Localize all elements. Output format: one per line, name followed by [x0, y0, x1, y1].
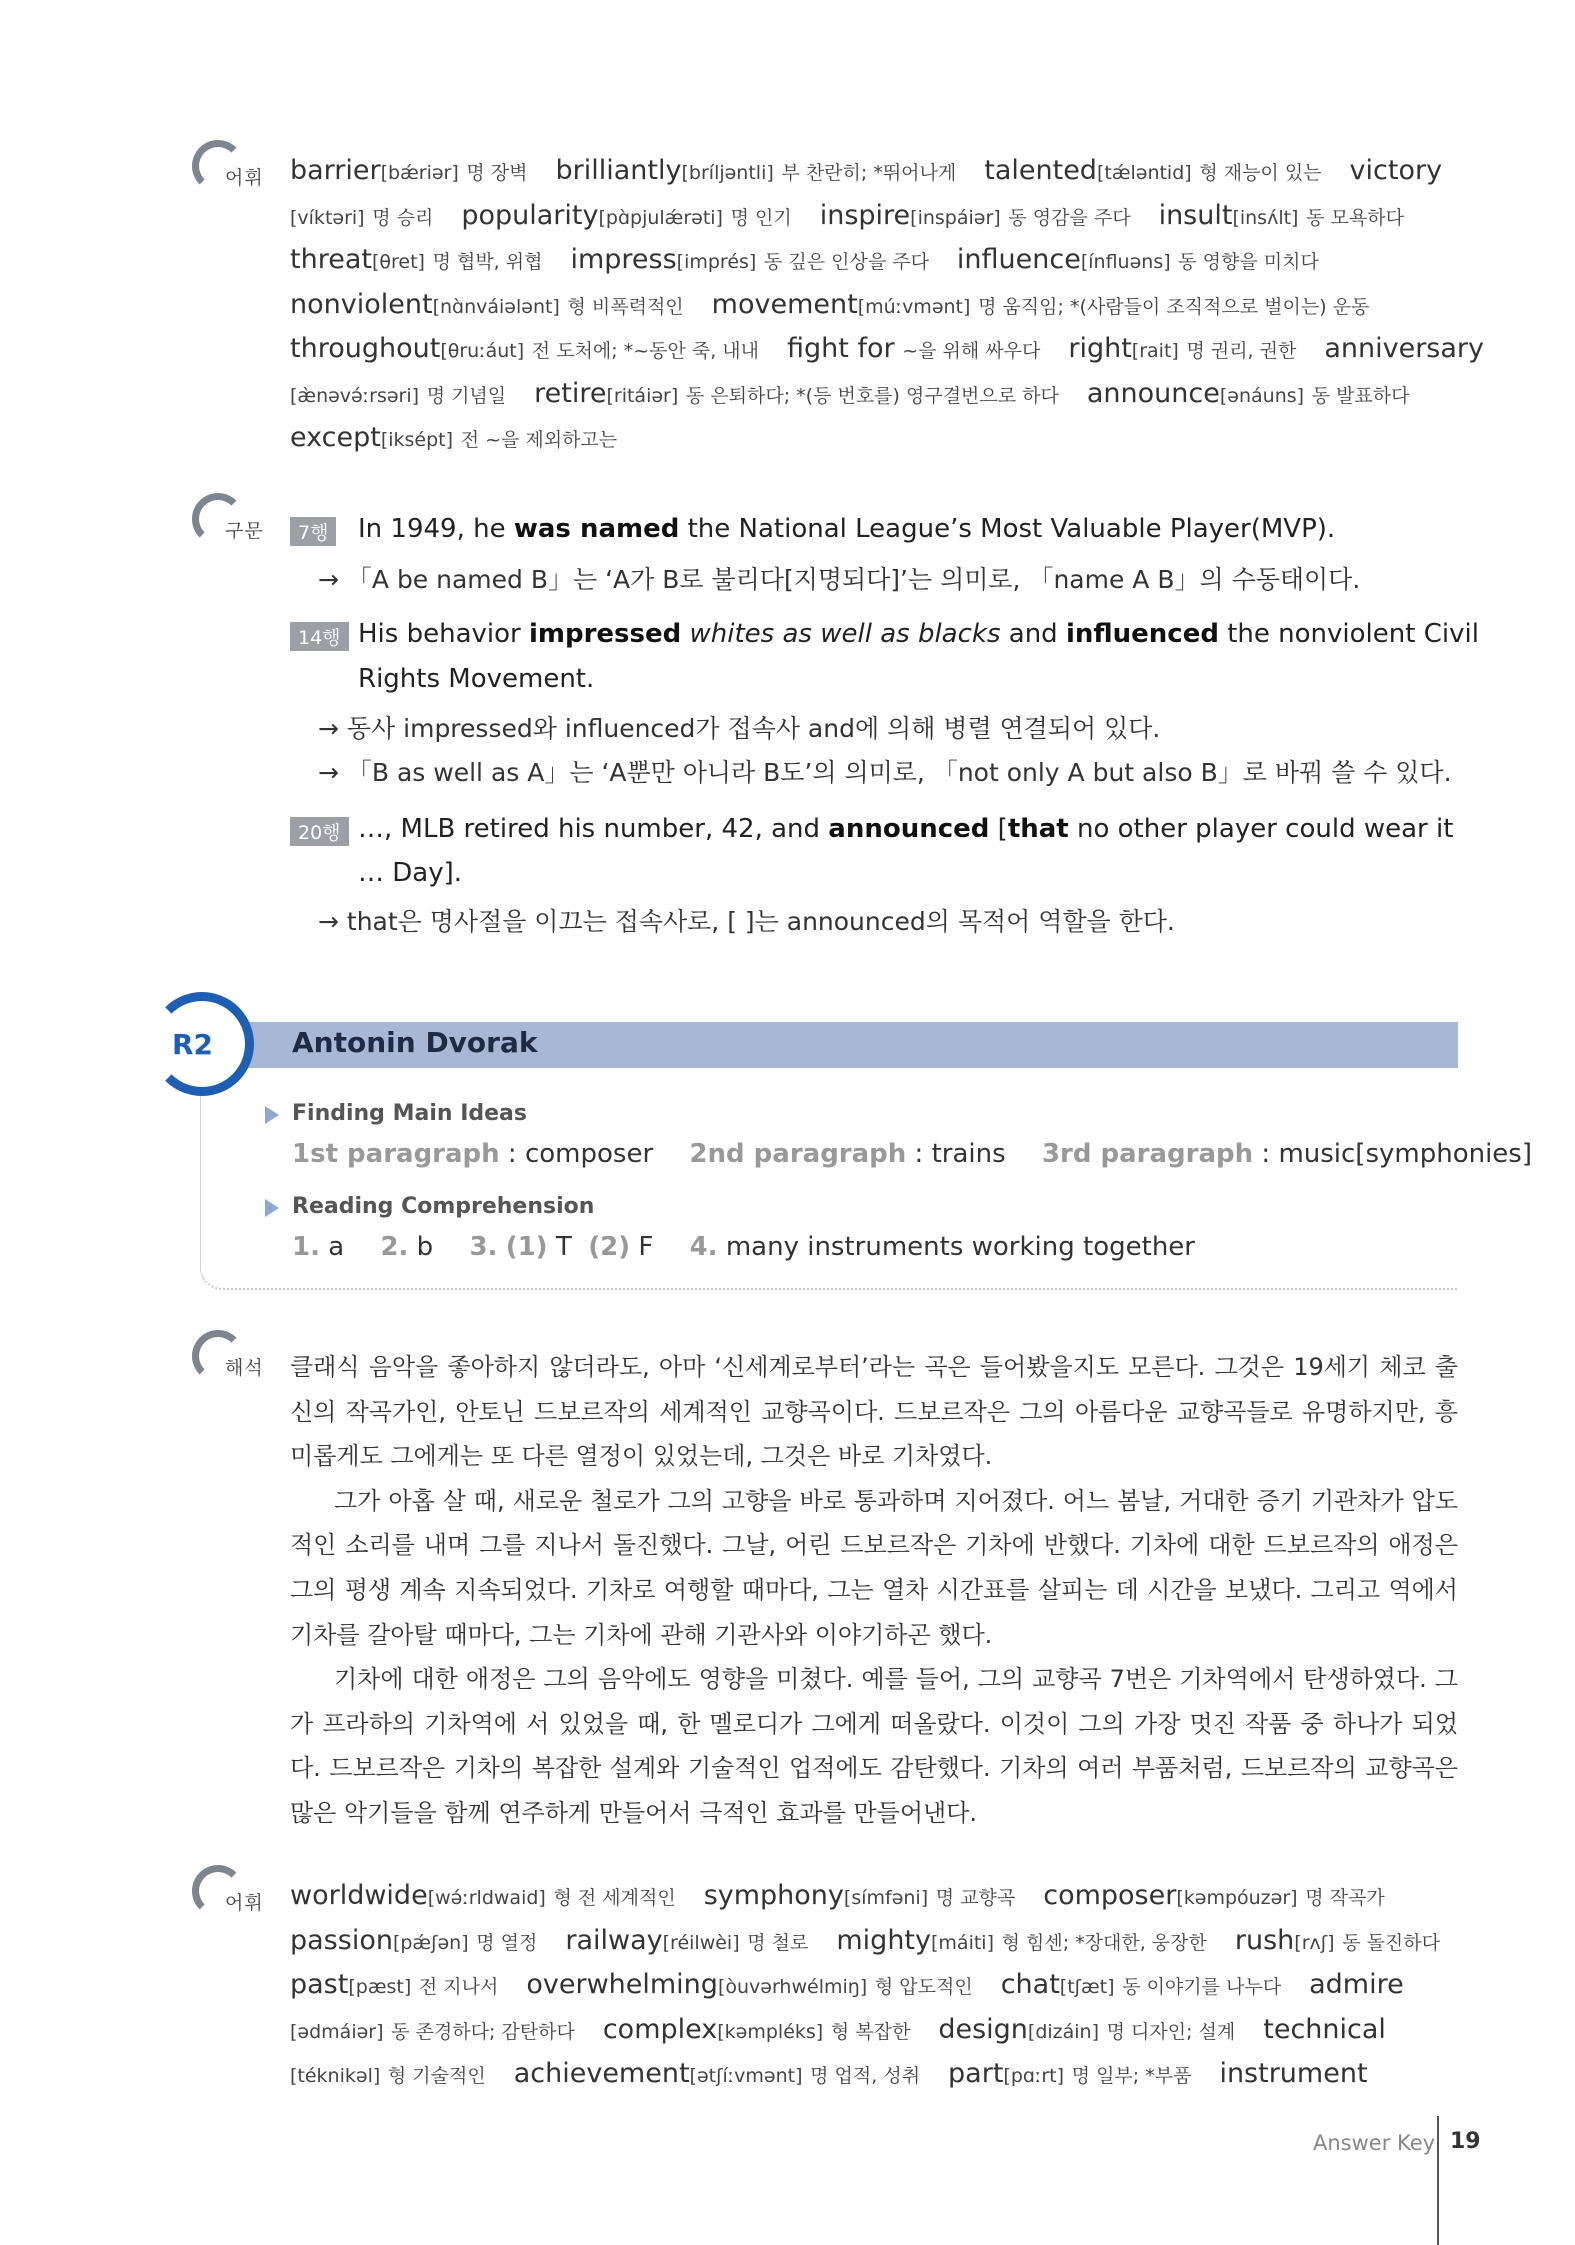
- vocab-word: nonviolent: [290, 288, 433, 320]
- vocab-pronunciation: [inspáiər]: [910, 206, 1001, 229]
- grammar-note: → that은 명사절을 이끄는 접속사로, [ ]는 announced의 목적어 역할을 한다.: [318, 907, 1175, 936]
- vocab-pronunciation: [ritáiər]: [606, 384, 679, 407]
- vocab-meaning: 명 철로: [747, 1931, 809, 1954]
- vocab-tag: 어휘: [225, 1892, 264, 1914]
- vocab-line: [290, 1969, 1404, 2000]
- vocab-pronunciation: [æ̀nəvə́ːrsəri]: [290, 384, 420, 407]
- example-sentence: His behavior impressed whites as well as blacks and influenced the nonviolent Civil: [358, 619, 1479, 649]
- vocab-word: brilliantly: [555, 155, 682, 186]
- vocab-meaning: 형 전 세계적인: [553, 1887, 676, 1909]
- vocab-meaning: 명 작곡가: [1305, 1887, 1385, 1909]
- vocab-pronunciation: [dizáin]: [1027, 2020, 1100, 2043]
- example-sentence: …, MLB retired his number, 42, and announced [that no other player could wear it: [358, 814, 1454, 844]
- vocab-meaning: 형 복잡한: [830, 2020, 911, 2043]
- vocab-word: symphony: [703, 1880, 844, 1911]
- vocab-meaning: 명 열정: [476, 1931, 538, 1954]
- vocab-meaning: 동 이야기를 나누다: [1122, 1976, 1282, 1998]
- vocab-meaning: 형 비폭력적인: [567, 295, 684, 318]
- vocab-meaning: 동 모욕하다: [1306, 206, 1404, 229]
- vocab-line: [290, 378, 1410, 409]
- vocab-meaning: 동 깊은 인상을 주다: [763, 251, 929, 273]
- vocab-meaning: 명 업적, 성취: [810, 2065, 921, 2087]
- vocab-line: [290, 289, 1369, 320]
- vocab-meaning: 명 디자인; 설계: [1106, 2020, 1236, 2043]
- line-badge: 14행: [290, 622, 359, 651]
- grammar-note: → 「A be named B」는 ‘A가 B로 불리다[지명되다]’는 의미로, 「name A B」의 수동태이다.: [318, 565, 1361, 594]
- vocab-pronunciation: [imprés]: [676, 251, 757, 273]
- vocab-word: rush: [1234, 1924, 1295, 1956]
- vocab-meaning: 동 존경하다; 감탄하다: [391, 2020, 575, 2043]
- vocab-word: past: [290, 1969, 349, 2000]
- line-badge: 20행: [290, 817, 359, 846]
- example-sentence-cont: Rights Movement.: [358, 664, 595, 694]
- vocab-pronunciation: [iksépt]: [380, 429, 454, 451]
- comprehension-answers: 1. a 2. b 3. (1) T (2) F 4. many instruments working together: [292, 1232, 1195, 1262]
- vocab-line: [290, 2014, 1386, 2045]
- vocab-line: [290, 333, 1484, 364]
- vocab-pronunciation: [ədmáiər]: [290, 2020, 384, 2043]
- vocab-word: influence: [956, 244, 1081, 275]
- vocab-word: except: [290, 422, 381, 453]
- vocab-meaning: 형 기술적인: [387, 2065, 486, 2087]
- vocab-line: [290, 200, 1404, 231]
- vocab-meaning: 형 힘센; *장대한, 웅장한: [1001, 1931, 1207, 1954]
- vocab-meaning: 동 영감을 주다: [1008, 206, 1131, 229]
- comprehension-heading: Reading Comprehension: [292, 1194, 595, 1219]
- vocab-pronunciation: [bríljəntli]: [681, 162, 774, 184]
- vocab-word: anniversary: [1324, 333, 1484, 364]
- vocab-pronunciation: [pæst]: [348, 1976, 412, 1998]
- vocab-pronunciation: [pǽʃən]: [392, 1931, 469, 1954]
- vocab-pronunciation: [bǽriər]: [380, 162, 459, 184]
- footer-divider: [1437, 2116, 1439, 2245]
- vocab-line: [290, 1880, 1385, 1911]
- vocab-pronunciation: [pɑːrt]: [1003, 2065, 1065, 2087]
- triangle-bullet-icon: [265, 1199, 279, 1217]
- vocab-meaning: 명 승리: [372, 206, 434, 229]
- vocab-word: technical: [1263, 2013, 1386, 2045]
- vocab-pronunciation: [víktəri]: [290, 206, 365, 229]
- vocab-word: worldwide: [290, 1880, 428, 1911]
- vocab-pronunciation: [máiti]: [931, 1931, 994, 1954]
- vocab-word: impress: [570, 244, 677, 275]
- vocab-pronunciation: [wə́ːrldwaid]: [427, 1887, 546, 1909]
- vocab-line: [290, 422, 617, 453]
- page-number: 19: [1450, 2129, 1481, 2154]
- vocab-word: right: [1068, 333, 1132, 364]
- vocab-word: barrier: [290, 155, 381, 186]
- vocab-pronunciation: [ətʃíːvmənt]: [689, 2065, 803, 2087]
- vocab-pronunciation: [rait]: [1131, 340, 1179, 362]
- vocab-pronunciation: [ənáuns]: [1219, 384, 1305, 407]
- vocab-word: achievement: [513, 2058, 690, 2089]
- vocab-word: overwhelming: [526, 1969, 718, 2000]
- grammar-note: → 동사 impressed와 influenced가 접속사 and에 의해 병렬 연결되어 있다.: [318, 714, 1161, 743]
- vocab-meaning: 명 움직임; *(사람들이 조직적으로 벌이는) 운동: [978, 295, 1370, 318]
- translation-text: [290, 1345, 1458, 1836]
- vocab-word: complex: [602, 2013, 718, 2045]
- vocab-word: movement: [711, 288, 858, 320]
- vocab-word: composer: [1043, 1880, 1177, 1911]
- vocab-meaning: 형 압도적인: [874, 1976, 973, 1998]
- vocab-pronunciation: [pɑ̀pjulǽrəti]: [598, 206, 723, 229]
- vocab-meaning: 부 찬란히; *뛰어나게: [781, 162, 957, 184]
- vocab-meaning: 명 기념일: [426, 384, 507, 407]
- main-ideas-heading: Finding Main Ideas: [292, 1101, 527, 1126]
- vocab-word: part: [948, 2058, 1004, 2089]
- vocab-pronunciation: [tǽləntid]: [1096, 162, 1192, 184]
- vocab-pronunciation: [múːvmənt]: [857, 295, 971, 318]
- vocab-word: victory: [1349, 155, 1443, 186]
- vocab-word: inspire: [819, 199, 911, 231]
- vocab-word: railway: [565, 1924, 663, 1956]
- triangle-bullet-icon: [265, 1106, 279, 1124]
- vocab-line: [290, 2058, 1368, 2089]
- vocab-meaning: 동 돌진하다: [1342, 1931, 1440, 1954]
- vocab-word: popularity: [461, 199, 599, 231]
- vocab-pronunciation: [símfəni]: [843, 1887, 929, 1909]
- vocab-line: [290, 1925, 1440, 1956]
- example-sentence: In 1949, he was named the National League’s Most Valuable Player(MVP).: [358, 514, 1336, 544]
- vocab-pronunciation: [insʌ́lt]: [1232, 206, 1299, 229]
- vocab-meaning: 명 장벽: [466, 162, 528, 184]
- translation-paragraph: 기차에 대한 애정은 그의 음악에도 영향을 미쳤다. 예를 들어, 그의 교향곡 7번은 기차역에서 탄생하였다. 그가 프라하의 기차역에 서 있었을 때, 한 멜로디가 그에게 떠올랐다. 이것이 그의 가장 멋진 작품 중 하나가 되었다. 드보르작은 기차의 복잡한 설계와 기술적인 업적에도 감탄했다. 기차의 여러 부품처럼, 드보르작의 교향곡은 많은 악기들을 함께 연주하게 만들어서 극적인 효과를 만들어낸다.: [290, 1665, 1458, 1827]
- vocab-meaning: 동 영향을 미치다: [1178, 251, 1319, 273]
- vocab-pronunciation: [téknikəl]: [290, 2065, 381, 2087]
- vocab-pronunciation: [rʌʃ]: [1294, 1931, 1335, 1954]
- vocab-pronunciation: [kəmpléks]: [717, 2020, 824, 2043]
- structure-tag: 구문: [225, 520, 264, 542]
- example-sentence-cont: … Day].: [358, 858, 463, 888]
- vocab-pronunciation: [θret]: [371, 251, 425, 273]
- vocab-pronunciation: [θruːáut]: [440, 340, 525, 362]
- vocab-meaning: 명 권리, 권한: [1186, 340, 1297, 362]
- vocab-word: mighty: [836, 1924, 931, 1956]
- vocab-meaning: 전 도처에; *~동안 죽, 내내: [531, 340, 760, 362]
- line-badge: 7행: [290, 517, 346, 546]
- grammar-note: → 「B as well as A」는 ‘A뿐만 아니라 B도’의 의미로, 「not only A but also B」로 바꿔 쓸 수 있다.: [318, 758, 1452, 787]
- vocab-word: talented: [984, 155, 1097, 186]
- vocab-meaning: 명 일부; *부품: [1071, 2065, 1192, 2087]
- vocab-line: [290, 155, 1442, 186]
- vocab-meaning: 전 ~을 제외하고는: [460, 429, 618, 451]
- reading-title: Antonin Dvorak: [292, 1026, 538, 1059]
- main-ideas-answers: 1st paragraph : composer 2nd paragraph : trains 3rd paragraph : music[symphonies]: [292, 1139, 1532, 1169]
- footer-label: Answer Key: [1313, 2131, 1436, 2155]
- vocab-meaning: 전 지나서: [418, 1976, 499, 1998]
- vocab-word: passion: [290, 1924, 393, 1956]
- translation-paragraph: 그가 아홉 살 때, 새로운 철로가 그의 고향을 바로 통과하며 지어졌다. 어느 봄날, 거대한 증기 기관차가 압도적인 소리를 내며 그를 지나서 돌진했다. 그날, 어린 드보르작은 기차에 반했다. 기차에 대한 드보르작의 애정은 그의 평생 계속 지속되었다. 기차로 여행할 때마다, 그는 열차 시간표를 살피는 데 시간을 보냈다. 그리고 역에서 기차를 갈아탈 때마다, 그는 기차에 관해 기관사와 이야기하곤 했다.: [290, 1486, 1458, 1649]
- vocab-word: fight for: [787, 333, 895, 364]
- vocab-meaning: 명 협박, 위협: [432, 251, 543, 273]
- vocab-pronunciation: [nɑ̀nváiələnt]: [432, 295, 560, 318]
- vocab-meaning: 형 재능이 있는: [1199, 162, 1322, 184]
- vocab-word: announce: [1086, 377, 1220, 409]
- vocab-tag: 어휘: [225, 167, 264, 189]
- translation-tag: 해석: [225, 1357, 264, 1379]
- vocab-pronunciation: [réilwèi]: [662, 1931, 740, 1954]
- vocab-meaning: 명 인기: [730, 206, 792, 229]
- vocab-word: retire: [534, 377, 607, 409]
- vocab-meaning: 동 은퇴하다; *(등 번호를) 영구결번으로 하다: [685, 384, 1059, 407]
- vocab-word: insult: [1158, 199, 1233, 231]
- vocab-meaning: 명 교향곡: [935, 1887, 1016, 1909]
- vocab-line: [290, 244, 1319, 275]
- vocab-word: chat: [1000, 1969, 1060, 2000]
- vocab-meaning: ~을 위해 싸우다: [902, 340, 1041, 362]
- vocab-word: admire: [1309, 1969, 1404, 2000]
- vocab-word: instrument: [1219, 2058, 1368, 2089]
- vocab-word: design: [938, 2013, 1028, 2045]
- vocab-pronunciation: [tʃæt]: [1059, 1976, 1115, 1998]
- vocab-word: throughout: [290, 333, 441, 364]
- vocab-pronunciation: [òuvərhwélmiŋ]: [717, 1976, 868, 1998]
- vocab-pronunciation: [kəmpóuzər]: [1176, 1887, 1298, 1909]
- vocab-meaning: 동 발표하다: [1311, 384, 1410, 407]
- vocab-word: threat: [290, 244, 372, 275]
- reading-label: R2: [172, 1028, 214, 1061]
- vocab-pronunciation: [ínfluəns]: [1080, 251, 1171, 273]
- translation-paragraph: 클래식 음악을 좋아하지 않더라도, 아마 ‘신세계로부터’라는 곡은 들어봤을지도 모른다. 그것은 19세기 체코 출신의 작곡가인, 안토닌 드보르작의 세계적인 교향곡이다. 드보르작은 그의 아름다운 교향곡들로 유명하지만, 흥미롭게도 그에게는 또 다른 열정이 있었는데, 그것은 바로 기차였다.: [290, 1353, 1458, 1471]
